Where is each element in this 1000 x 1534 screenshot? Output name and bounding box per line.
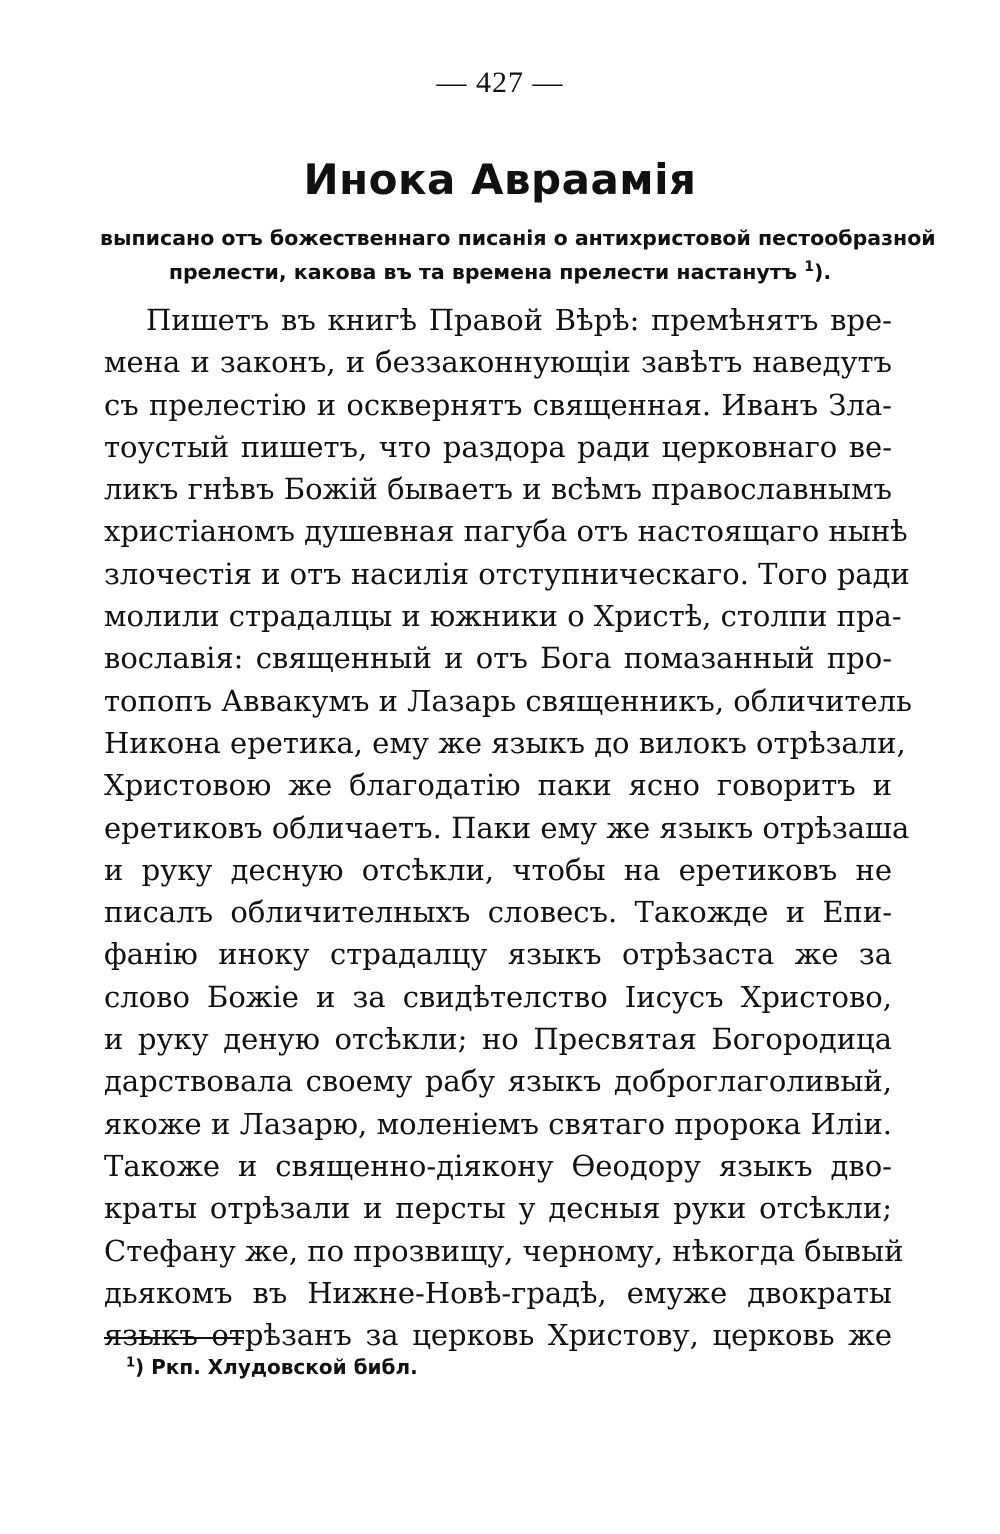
body-line: и руку десную отсѣкли, чтобы на еретиковъ не <box>104 852 892 887</box>
subtitle-line-2 <box>100 255 900 289</box>
subtitle-line-1: выписано отъ божественнаго писанія о антихристовой пестообразной <box>100 226 936 250</box>
body-line: Стефану же, по прозвищу, черному, нѣкогда бывый <box>104 1233 904 1268</box>
body-line: Никона еретика, ему же языкъ до вилокъ отрѣзали, <box>104 725 906 760</box>
body-line: тоустый пишетъ, что раздора ради церковнаго ве- <box>104 429 892 464</box>
body-line: топопъ Аввакумъ и Лазарь священникъ, обличитель <box>104 683 912 718</box>
page-number: — 427 — <box>436 66 564 99</box>
footnote-divider <box>104 1337 244 1339</box>
body-line: дарствовала своему рабу языкъ доброглаголивый, <box>104 1064 892 1099</box>
body-line: и руку деную отсѣкли; но Пресвятая Богородица <box>104 1022 892 1057</box>
body-line: Пишетъ въ книгѣ Правой Вѣрѣ: премѣнятъ вре- <box>146 303 892 337</box>
body-line: ликъ гнѣвъ Божій бываетъ и всѣмъ православнымъ <box>104 472 892 507</box>
body-line: Такоже и священно-діякону Ѳеодору языкъ дво- <box>104 1148 892 1183</box>
body-line: молили страдалцы и южники о Христѣ, столпи пра- <box>104 599 902 634</box>
body-line: вославія: священный и отъ Бога помазанный про- <box>104 641 892 676</box>
body-line: мена и законъ, и беззаконнующіи завѣтъ наведутъ <box>104 345 892 380</box>
body-line: языкъ отрѣзанъ за церковь Христову, церковь же <box>104 1318 892 1353</box>
body-line: фанію иноку страдалцу языкъ отрѣзаста же за <box>104 937 892 972</box>
body-line: краты отрѣзали и персты у десныя руки отсѣкли; <box>104 1191 892 1226</box>
footnote-mark: 1 <box>126 1355 136 1371</box>
body-line: якоже и Лазарю, моленіемъ святаго пророка Иліи. <box>104 1106 892 1141</box>
footnote <box>126 1355 418 1379</box>
body-line: христіаномъ душевная пагуба отъ настоящаго нынѣ <box>104 514 908 549</box>
body-line: съ прелестію и осквернятъ священная. Иванъ Зла- <box>104 387 892 422</box>
body-line: слово Божіе и за свидѣтелство Іисусъ Христово, <box>104 979 892 1014</box>
body-line: дьякомъ въ Нижне-Новѣ-градѣ, емуже двократы <box>104 1275 892 1310</box>
footnote-reference-mark: 1 <box>804 259 814 276</box>
subtitle-line-2-text: прелести, какова въ та времена прелести настанутъ <box>168 260 798 284</box>
page-title: Инока Авраамія <box>303 155 697 204</box>
body-line: писалъ обличителныхъ словесъ. Такожде и Епи- <box>104 895 892 930</box>
subtitle-trailing-punctuation: ). <box>813 260 832 284</box>
body-line: еретиковъ обличаетъ. Паки ему же языкъ отрѣзаша <box>104 810 910 845</box>
body-line: Христовою же благодатію паки ясно говоритъ и <box>104 768 892 803</box>
subtitle <box>100 221 936 289</box>
footnote-text: ) Ркп. Хлудовской библ. <box>135 1355 418 1379</box>
body-text <box>104 299 912 1356</box>
body-line: злочестія и отъ насилія отступническаго. Того ради <box>104 556 910 591</box>
